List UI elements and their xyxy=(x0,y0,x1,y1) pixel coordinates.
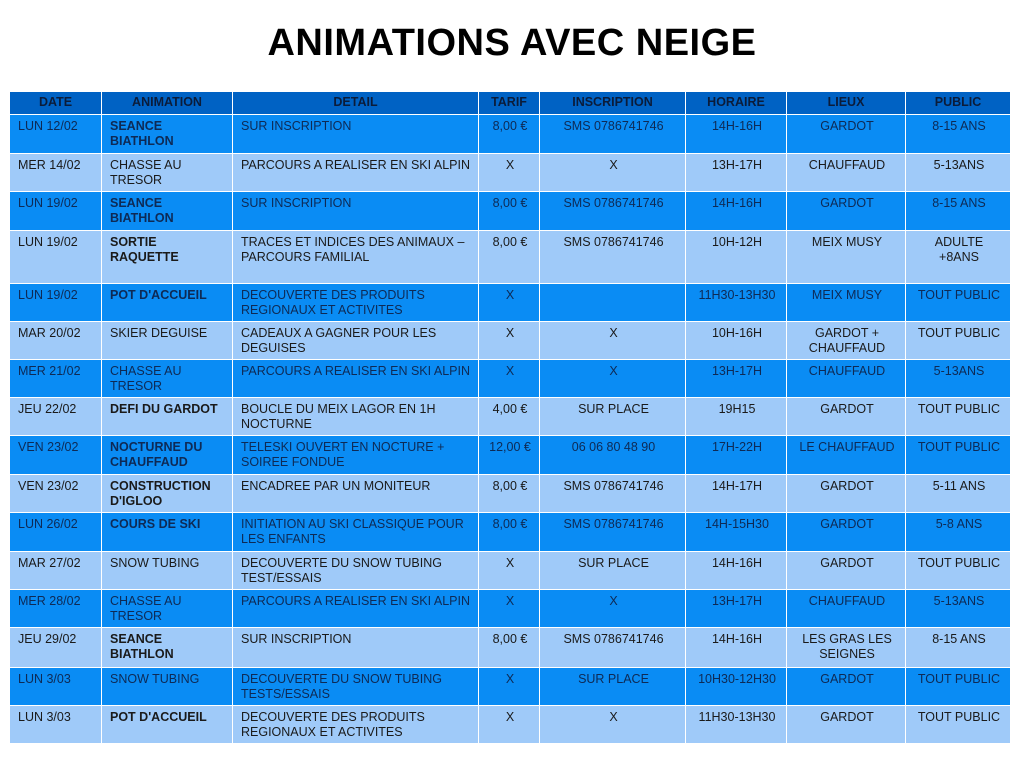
cell-tarif: X xyxy=(479,322,540,360)
cell-public: 8-15 ANS xyxy=(906,115,1011,154)
cell-animation: CHASSE AU TRESOR xyxy=(102,360,233,398)
cell-date: LUN 19/02 xyxy=(10,284,102,322)
cell-tarif: X xyxy=(479,284,540,322)
header-lieux: LIEUX xyxy=(787,92,906,115)
cell-date: LUN 12/02 xyxy=(10,115,102,154)
table-row xyxy=(10,398,1011,436)
cell-animation: SKIER DEGUISE xyxy=(102,322,233,360)
cell-horaire: 14H-16H xyxy=(686,192,787,231)
cell-animation: DEFI DU GARDOT xyxy=(102,398,233,436)
cell-inscription: X xyxy=(540,590,686,628)
cell-tarif: X xyxy=(479,668,540,706)
cell-horaire: 10H30-12H30 xyxy=(686,668,787,706)
cell-inscription: SUR PLACE xyxy=(540,668,686,706)
table-row xyxy=(10,706,1011,744)
header-detail: DETAIL xyxy=(233,92,479,115)
table-row xyxy=(10,154,1011,192)
cell-animation: CHASSE AU TRESOR xyxy=(102,154,233,192)
cell-detail: PARCOURS A REALISER EN SKI ALPIN xyxy=(233,360,479,398)
cell-animation: POT D'ACCUEIL xyxy=(102,706,233,744)
cell-tarif: 8,00 € xyxy=(479,231,540,284)
cell-public: 8-15 ANS xyxy=(906,628,1011,668)
cell-detail: BOUCLE DU MEIX LAGOR EN 1H NOCTURNE xyxy=(233,398,479,436)
cell-horaire: 14H-17H xyxy=(686,475,787,513)
cell-lieux: LE CHAUFFAUD xyxy=(787,436,906,475)
cell-horaire: 11H30-13H30 xyxy=(686,284,787,322)
cell-tarif: 8,00 € xyxy=(479,475,540,513)
cell-animation: POT D'ACCUEIL xyxy=(102,284,233,322)
cell-inscription: 06 06 80 48 90 xyxy=(540,436,686,475)
events-table xyxy=(9,91,1011,744)
cell-date: MAR 27/02 xyxy=(10,552,102,590)
cell-detail: TRACES ET INDICES DES ANIMAUX – PARCOURS FAMILIAL xyxy=(233,231,479,284)
cell-animation: SEANCE BIATHLON xyxy=(102,115,233,154)
cell-inscription: X xyxy=(540,154,686,192)
cell-detail: SUR INSCRIPTION xyxy=(233,192,479,231)
cell-date: LUN 3/03 xyxy=(10,668,102,706)
cell-lieux: CHAUFFAUD xyxy=(787,360,906,398)
cell-public: 5-11 ANS xyxy=(906,475,1011,513)
cell-horaire: 13H-17H xyxy=(686,154,787,192)
cell-animation: CHASSE AU TRESOR xyxy=(102,590,233,628)
cell-inscription: SUR PLACE xyxy=(540,552,686,590)
cell-inscription: X xyxy=(540,322,686,360)
cell-detail: DECOUVERTE DU SNOW TUBING TESTS/ESSAIS xyxy=(233,668,479,706)
cell-lieux: GARDOT xyxy=(787,706,906,744)
cell-inscription: SMS 0786741746 xyxy=(540,628,686,668)
table-row xyxy=(10,322,1011,360)
cell-tarif: 8,00 € xyxy=(479,192,540,231)
header-animation: ANIMATION xyxy=(102,92,233,115)
table-row xyxy=(10,552,1011,590)
cell-public: TOUT PUBLIC xyxy=(906,706,1011,744)
cell-inscription: X xyxy=(540,706,686,744)
cell-inscription: SMS 0786741746 xyxy=(540,192,686,231)
cell-horaire: 13H-17H xyxy=(686,360,787,398)
cell-detail: DECOUVERTE DES PRODUITS REGIONAUX ET ACTIVITES xyxy=(233,706,479,744)
cell-detail: ENCADREE PAR UN MONITEUR xyxy=(233,475,479,513)
cell-inscription xyxy=(540,284,686,322)
cell-date: VEN 23/02 xyxy=(10,475,102,513)
cell-detail: PARCOURS A REALISER EN SKI ALPIN xyxy=(233,154,479,192)
cell-public: TOUT PUBLIC xyxy=(906,552,1011,590)
cell-horaire: 10H-16H xyxy=(686,322,787,360)
cell-date: LUN 19/02 xyxy=(10,231,102,284)
cell-public: TOUT PUBLIC xyxy=(906,436,1011,475)
header-horaire: HORAIRE xyxy=(686,92,787,115)
cell-lieux: GARDOT xyxy=(787,513,906,552)
cell-tarif: 4,00 € xyxy=(479,398,540,436)
cell-tarif: 8,00 € xyxy=(479,115,540,154)
cell-detail: DECOUVERTE DU SNOW TUBING TEST/ESSAIS xyxy=(233,552,479,590)
cell-tarif: X xyxy=(479,360,540,398)
cell-detail: SUR INSCRIPTION xyxy=(233,628,479,668)
cell-horaire: 13H-17H xyxy=(686,590,787,628)
cell-inscription: SMS 0786741746 xyxy=(540,513,686,552)
cell-animation: SORTIE RAQUETTE xyxy=(102,231,233,284)
cell-date: LUN 3/03 xyxy=(10,706,102,744)
cell-horaire: 14H-16H xyxy=(686,552,787,590)
cell-inscription: SUR PLACE xyxy=(540,398,686,436)
cell-lieux: GARDOT xyxy=(787,398,906,436)
cell-animation: SEANCE BIATHLON xyxy=(102,192,233,231)
cell-tarif: X xyxy=(479,552,540,590)
cell-public: 5-13ANS xyxy=(906,360,1011,398)
cell-public: TOUT PUBLIC xyxy=(906,398,1011,436)
cell-lieux: LES GRAS LES SEIGNES xyxy=(787,628,906,668)
cell-public: ADULTE +8ANS xyxy=(906,231,1011,284)
cell-horaire: 19H15 xyxy=(686,398,787,436)
cell-date: MAR 20/02 xyxy=(10,322,102,360)
cell-lieux: MEIX MUSY xyxy=(787,231,906,284)
header-public: PUBLIC xyxy=(906,92,1011,115)
header-row xyxy=(10,92,1011,115)
cell-lieux: GARDOT + CHAUFFAUD xyxy=(787,322,906,360)
cell-lieux: GARDOT xyxy=(787,552,906,590)
table-row xyxy=(10,284,1011,322)
header-date: DATE xyxy=(10,92,102,115)
cell-animation: SEANCE BIATHLON xyxy=(102,628,233,668)
cell-public: 5-13ANS xyxy=(906,590,1011,628)
cell-tarif: 8,00 € xyxy=(479,628,540,668)
cell-animation: NOCTURNE DU CHAUFFAUD xyxy=(102,436,233,475)
cell-date: MER 14/02 xyxy=(10,154,102,192)
cell-lieux: MEIX MUSY xyxy=(787,284,906,322)
cell-lieux: CHAUFFAUD xyxy=(787,154,906,192)
table-body xyxy=(10,115,1011,744)
page-title: ANIMATIONS AVEC NEIGE xyxy=(267,22,757,64)
cell-detail: CADEAUX A GAGNER POUR LES DEGUISES xyxy=(233,322,479,360)
cell-public: 8-15 ANS xyxy=(906,192,1011,231)
cell-detail: PARCOURS A REALISER EN SKI ALPIN xyxy=(233,590,479,628)
cell-tarif: 12,00 € xyxy=(479,436,540,475)
cell-lieux: GARDOT xyxy=(787,192,906,231)
cell-horaire: 14H-16H xyxy=(686,628,787,668)
cell-date: JEU 29/02 xyxy=(10,628,102,668)
table-row xyxy=(10,115,1011,154)
cell-date: VEN 23/02 xyxy=(10,436,102,475)
cell-inscription: SMS 0786741746 xyxy=(540,231,686,284)
cell-animation: SNOW TUBING xyxy=(102,552,233,590)
cell-detail: DECOUVERTE DES PRODUITS REGIONAUX ET ACTIVITES xyxy=(233,284,479,322)
cell-horaire: 11H30-13H30 xyxy=(686,706,787,744)
cell-date: MER 21/02 xyxy=(10,360,102,398)
cell-date: LUN 26/02 xyxy=(10,513,102,552)
cell-inscription: X xyxy=(540,360,686,398)
table-row xyxy=(10,436,1011,475)
cell-tarif: 8,00 € xyxy=(479,513,540,552)
cell-inscription: SMS 0786741746 xyxy=(540,115,686,154)
header-tarif: TARIF xyxy=(479,92,540,115)
table-row xyxy=(10,231,1011,284)
cell-horaire: 17H-22H xyxy=(686,436,787,475)
cell-public: TOUT PUBLIC xyxy=(906,668,1011,706)
cell-detail: INITIATION AU SKI CLASSIQUE POUR LES ENFANTS xyxy=(233,513,479,552)
cell-date: JEU 22/02 xyxy=(10,398,102,436)
cell-detail: TELESKI OUVERT EN NOCTURE + SOIREE FONDUE xyxy=(233,436,479,475)
cell-inscription: SMS 0786741746 xyxy=(540,475,686,513)
table-row xyxy=(10,475,1011,513)
cell-lieux: CHAUFFAUD xyxy=(787,590,906,628)
table-row xyxy=(10,513,1011,552)
cell-horaire: 14H-15H30 xyxy=(686,513,787,552)
cell-lieux: GARDOT xyxy=(787,475,906,513)
header-inscription: INSCRIPTION xyxy=(540,92,686,115)
cell-date: LUN 19/02 xyxy=(10,192,102,231)
cell-animation: COURS DE SKI xyxy=(102,513,233,552)
table-row xyxy=(10,360,1011,398)
cell-date: MER 28/02 xyxy=(10,590,102,628)
cell-public: 5-13ANS xyxy=(906,154,1011,192)
cell-horaire: 10H-12H xyxy=(686,231,787,284)
table-row xyxy=(10,628,1011,668)
cell-tarif: X xyxy=(479,590,540,628)
cell-lieux: GARDOT xyxy=(787,668,906,706)
cell-public: TOUT PUBLIC xyxy=(906,284,1011,322)
cell-animation: SNOW TUBING xyxy=(102,668,233,706)
table-row xyxy=(10,590,1011,628)
cell-horaire: 14H-16H xyxy=(686,115,787,154)
cell-public: TOUT PUBLIC xyxy=(906,322,1011,360)
cell-tarif: X xyxy=(479,706,540,744)
cell-animation: CONSTRUCTION D'IGLOO xyxy=(102,475,233,513)
cell-lieux: GARDOT xyxy=(787,115,906,154)
cell-detail: SUR INSCRIPTION xyxy=(233,115,479,154)
table-row xyxy=(10,668,1011,706)
cell-public: 5-8 ANS xyxy=(906,513,1011,552)
cell-tarif: X xyxy=(479,154,540,192)
table-row xyxy=(10,192,1011,231)
